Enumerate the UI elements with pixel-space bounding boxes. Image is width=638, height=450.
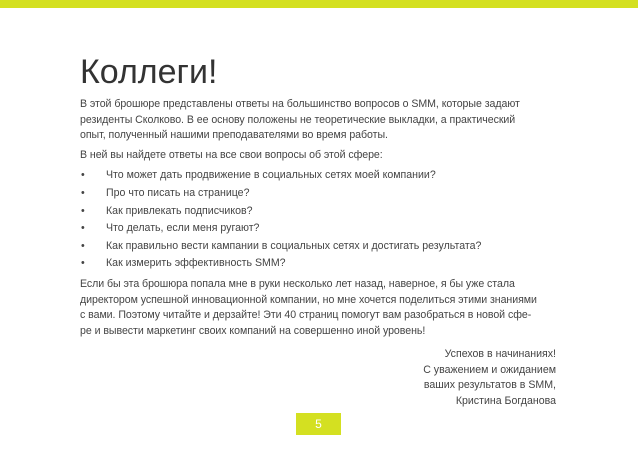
list-item-text: Как привлекать подписчиков?	[106, 204, 253, 217]
list-item-text: Как измерить эффективность SMM?	[106, 257, 286, 270]
signature-block	[423, 347, 556, 409]
list-item-text: Как правильно вести кампании в социальных сетях и достигать результата?	[106, 239, 482, 252]
signature-results: ваших результатов в SMM,	[423, 379, 556, 392]
list-item	[80, 255, 560, 273]
signature-regards: С уважением и ожиданием	[423, 363, 556, 376]
page-number-badge: 5	[296, 413, 341, 435]
page-content	[80, 52, 560, 343]
bullet-icon: •	[81, 257, 85, 270]
list-item	[80, 167, 560, 185]
list-item-text: Про что писать на странице?	[106, 186, 250, 199]
top-accent-bar	[0, 0, 638, 8]
bullet-icon: •	[81, 239, 85, 252]
intro-paragraph: В этой брошюре представлены ответы на большинство вопросов о SMM, которые задают резиденты Сколково. В ее основу положены не теоретические выкладки, а практический опыт, полученный нашими преподавателями во время работы.	[80, 98, 520, 142]
list-item	[80, 185, 560, 203]
bullet-icon: •	[81, 204, 85, 217]
bullet-icon: •	[81, 222, 85, 235]
bullet-icon: •	[81, 186, 85, 199]
lead-in-paragraph: В ней вы найдете ответы на все свои вопросы об этой сфере:	[80, 148, 383, 161]
bullet-icon: •	[81, 169, 85, 182]
list-item	[80, 203, 560, 221]
list-item-text: Что делать, если меня ругают?	[106, 222, 260, 235]
questions-list	[80, 167, 560, 273]
page-title: Коллеги!	[80, 53, 218, 91]
signature-greeting: Успехов в начинаниях!	[444, 348, 556, 360]
list-item	[80, 238, 560, 256]
closing-paragraph: Если бы эта брошюра попала мне в руки несколько лет назад, наверное, я бы уже стала директором успешной инновационной компании, но мне хочется поделиться этими знаниями с вами. Поэтому читайте и дерзайте! Эти 40 страниц помогут вам разобраться в новой сфе- ре и вывести маркетинг своих компаний на совершенно иной уровень!	[80, 277, 537, 337]
signature-author: Кристина Богданова	[455, 394, 556, 407]
list-item-text: Что может дать продвижение в социальных сетях моей компании?	[106, 169, 436, 182]
list-item	[80, 220, 560, 238]
